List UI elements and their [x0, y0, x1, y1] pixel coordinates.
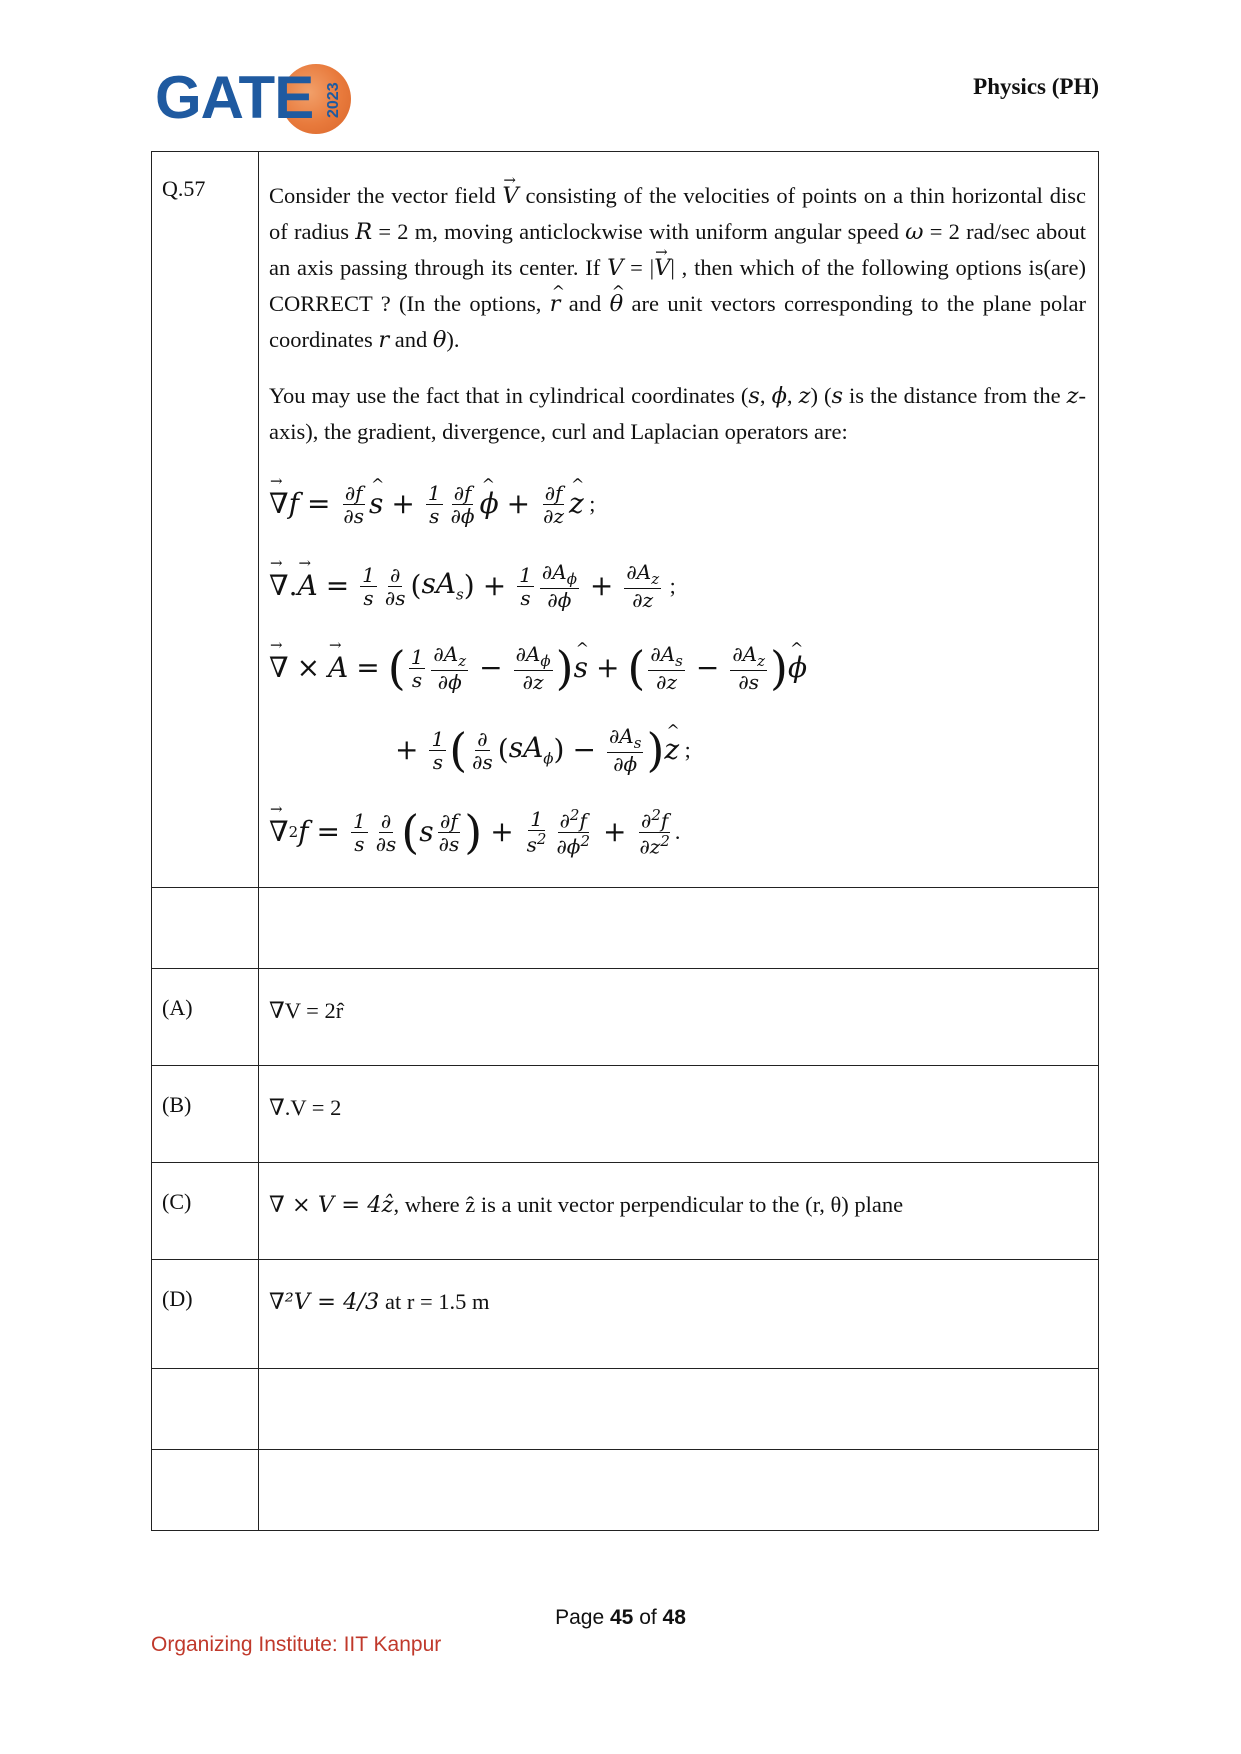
- gradient-equation: → ∇ f = $\frac{\partial f}{\partial s}$ ^ s + $\frac{1}{s}$ $\frac{\partial f}{\partial\phi}$ ^ ϕ + $\frac{\partial f}{\partial z}$ ^ z ;: [269, 463, 1086, 545]
- organizing-institute: Organizing Institute: IIT Kanpur: [151, 1633, 442, 1656]
- option-c-label: (C): [152, 1163, 259, 1260]
- option-b-label: (B): [152, 1066, 259, 1163]
- option-d-label: (D): [152, 1260, 259, 1369]
- curl-equation-line-1: → ∇ × → A = ( $\frac{1}{s}$ $\frac{\partial A_z}{\partial\phi}$ − $\frac{\partial A_\phi}{\partial z}$ ) ^ s + ( $\frac{\partial A_s}{\partial z}$ − $\frac{\partial A_z}{\partial s}$ ) ^ ϕ: [269, 627, 1086, 709]
- option-c-math: ∇ × V = 4ẑ: [269, 1192, 394, 1218]
- option-d-row: [152, 1260, 1099, 1369]
- logo-year: 2023: [325, 82, 342, 118]
- option-c-answer: [259, 1163, 1099, 1260]
- subject-title: Physics (PH): [973, 74, 1099, 99]
- blank-row: [152, 1369, 1099, 1450]
- curl-equation-line-2: + $\frac{1}{s}$ ( $\frac{\partial}{\partial s}$ ( $sA_\phi$ ) − $\frac{\partial A_s}{\partial\phi}$ ) ^ z ;: [269, 709, 1086, 791]
- laplacian-equation: → ∇ 2 f = $\frac{1}{s}$ $\frac{\partial}{\partial s}$ ( s $\frac{\partial f}{\partial s}$ ) + $\frac{1}{s^2}$ $\frac{\partial^2f}{\partial\phi^2}$ + $\frac{\partial^2f}{\partial z^2}$ .: [269, 791, 1086, 873]
- question-table: [151, 151, 1099, 1531]
- option-b-answer: ∇.V = 2: [259, 1066, 1099, 1163]
- question-paragraph-1: Consider the vector field → V consisting of the velocities of points on a thin horizontal disc of radius R = 2 m, moving anticlockwise with uniform angular speed ω = 2 rad/sec about an axis passing through its center. If V = |→ V| , then which of the following options is(are) CORRECT ? (In the options, ^ r and ^ θ are unit vectors corresponding to the plane polar coordinates r and θ).: [269, 178, 1086, 358]
- question-number: Q.57: [152, 152, 259, 888]
- page-number: Page 45 of 48: [555, 1606, 686, 1629]
- question-paragraph-2: You may use the fact that in cylindrical coordinates (s, ϕ, z) (s is the distance from the z-axis), the gradient, divergence, curl and Laplacian operators are:: [269, 383, 1086, 444]
- option-d-text: at r = 1.5 m: [384, 1289, 490, 1314]
- option-a-row: [152, 969, 1099, 1066]
- logo-text: GATE: [155, 64, 314, 131]
- divergence-equation: → ∇ . → A = $\frac{1}{s}$ $\frac{\partial}{\partial s}$ ( $sA_s$ ) + $\frac{1}{s}$ $\frac{\partial A_\phi}{\partial\phi}$ + $\frac{\partial A_z}{\partial z}$ ;: [269, 545, 1086, 627]
- option-a-label: (A): [152, 969, 259, 1066]
- option-b-row: [152, 1066, 1099, 1163]
- gate-logo: [155, 62, 355, 134]
- option-d-answer: [259, 1260, 1099, 1369]
- question-body: [259, 152, 1099, 888]
- operator-equations: [269, 463, 1086, 873]
- blank-row: [152, 1450, 1099, 1531]
- option-c-row: [152, 1163, 1099, 1260]
- option-d-math: ∇²V = 4/3: [269, 1289, 380, 1315]
- question-row: [152, 152, 1099, 888]
- option-c-text: , where ẑ is a unit vector perpendicular to the (r, θ) plane: [393, 1192, 904, 1217]
- blank-row: [152, 888, 1099, 969]
- option-a-answer: ∇V = 2r̂: [259, 969, 1099, 1066]
